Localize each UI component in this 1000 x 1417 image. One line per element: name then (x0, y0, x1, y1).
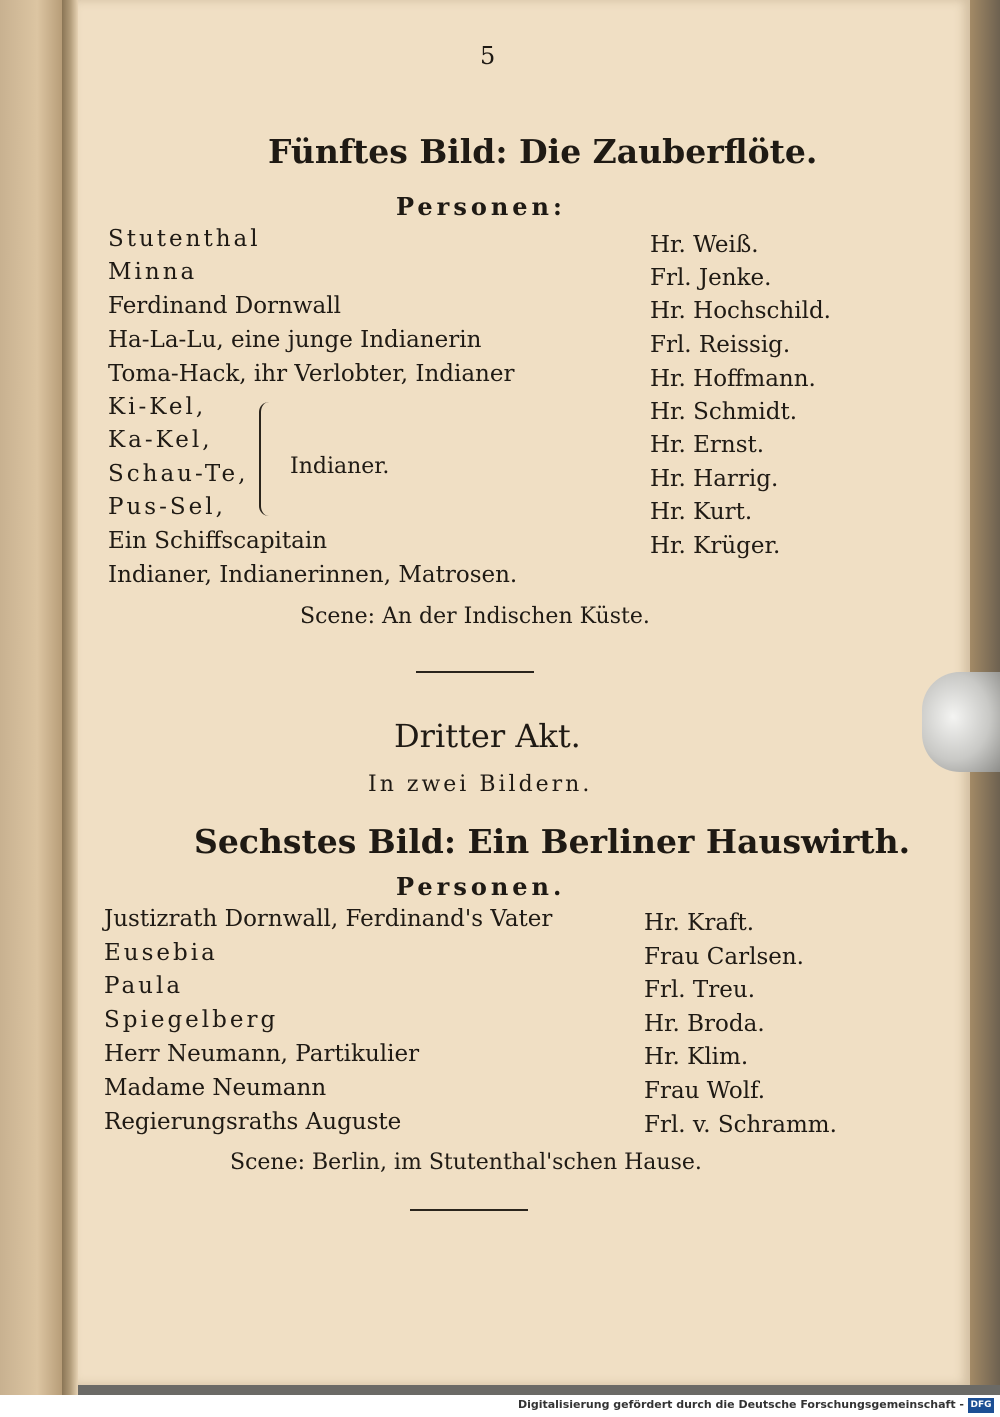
scene6-role: Herr Neumann, Partikulier (104, 1041, 420, 1067)
scene5-role: Stutenthal (108, 226, 261, 252)
scene5-actor: Hr. Krüger. (650, 533, 781, 559)
scene5-title: Fünftes Bild: Die Zauberflöte. (268, 132, 818, 171)
footer-bar (0, 1395, 1000, 1417)
scene5-scene-note: Scene: An der Indischen Küste. (300, 604, 650, 629)
scene5-role: Ha-La-Lu, eine junge Indianerin (108, 327, 482, 353)
scene5-actor: Hr. Schmidt. (650, 399, 798, 425)
act3-subtitle: In zwei Bildern. (368, 772, 593, 797)
scene6-actor: Frau Carlsen. (644, 944, 804, 970)
scene5-role: Pus-Sel, (108, 494, 226, 520)
section-divider (410, 1209, 528, 1211)
group-brace (259, 402, 271, 516)
scene5-role: Indianer, Indianerinnen, Matrosen. (108, 562, 518, 588)
scene5-actor: Hr. Weiß. (650, 232, 759, 258)
scene5-actor: Hr. Kurt. (650, 499, 753, 525)
scene5-role: Ki-Kel, (108, 394, 207, 420)
scene5-actor: Hr. Ernst. (650, 432, 765, 458)
scene5-role: Toma-Hack, ihr Verlobter, Indianer (108, 361, 515, 387)
scene5-actor: Frl. Reissig. (650, 332, 791, 358)
scene6-scene-note: Scene: Berlin, im Stutenthal'schen Hause. (230, 1150, 702, 1175)
scene6-role: Eusebia (104, 940, 218, 966)
scene6-actor: Hr. Broda. (644, 1011, 765, 1037)
scene6-personen-heading: Personen. (396, 872, 566, 901)
scene5-role: Ein Schiffscapitain (108, 528, 328, 554)
scene5-actor: Frl. Jenke. (650, 265, 772, 291)
scene5-actor: Hr. Harrig. (650, 466, 779, 492)
scene5-role: Ferdinand Dornwall (108, 293, 341, 319)
scene5-role: Schau-Te, (108, 461, 249, 487)
scene6-role: Spiegelberg (104, 1007, 279, 1033)
book-page (78, 0, 970, 1385)
footer-credit: Digitalisierung gefördert durch die Deutsche Forschungsgemeinschaft - (517, 1398, 964, 1411)
page-tab-clip (922, 672, 1000, 772)
scene6-role: Madame Neumann (104, 1075, 327, 1101)
scene6-title: Sechstes Bild: Ein Berliner Hauswirth. (194, 822, 911, 861)
act3-title: Dritter Akt. (394, 717, 581, 755)
scene6-actor: Hr. Kraft. (644, 910, 755, 936)
scene6-role: Justizrath Dornwall, Ferdinand's Vater (104, 906, 553, 932)
scene5-actor: Hr. Hoffmann. (650, 366, 816, 392)
scene6-actor: Frau Wolf. (644, 1078, 766, 1104)
book-gutter (62, 0, 78, 1395)
scene5-role: Minna (108, 259, 198, 285)
scene6-actor: Hr. Klim. (644, 1044, 749, 1070)
scene6-role: Paula (104, 973, 184, 999)
facing-page-edge (0, 0, 62, 1395)
section-divider (416, 671, 534, 673)
scene5-personen-heading: Personen: (396, 192, 566, 221)
scene6-role: Regierungsraths Auguste (104, 1109, 402, 1135)
scene6-actor: Frl. v. Schramm. (644, 1112, 837, 1138)
scene5-actor: Hr. Hochschild. (650, 298, 831, 324)
page-number: 5 (480, 42, 496, 70)
scene5-group-label: Indianer. (290, 454, 390, 479)
scene5-role: Ka-Kel, (108, 427, 213, 453)
dfg-logo: DFG (968, 1398, 994, 1413)
scene6-actor: Frl. Treu. (644, 977, 756, 1003)
